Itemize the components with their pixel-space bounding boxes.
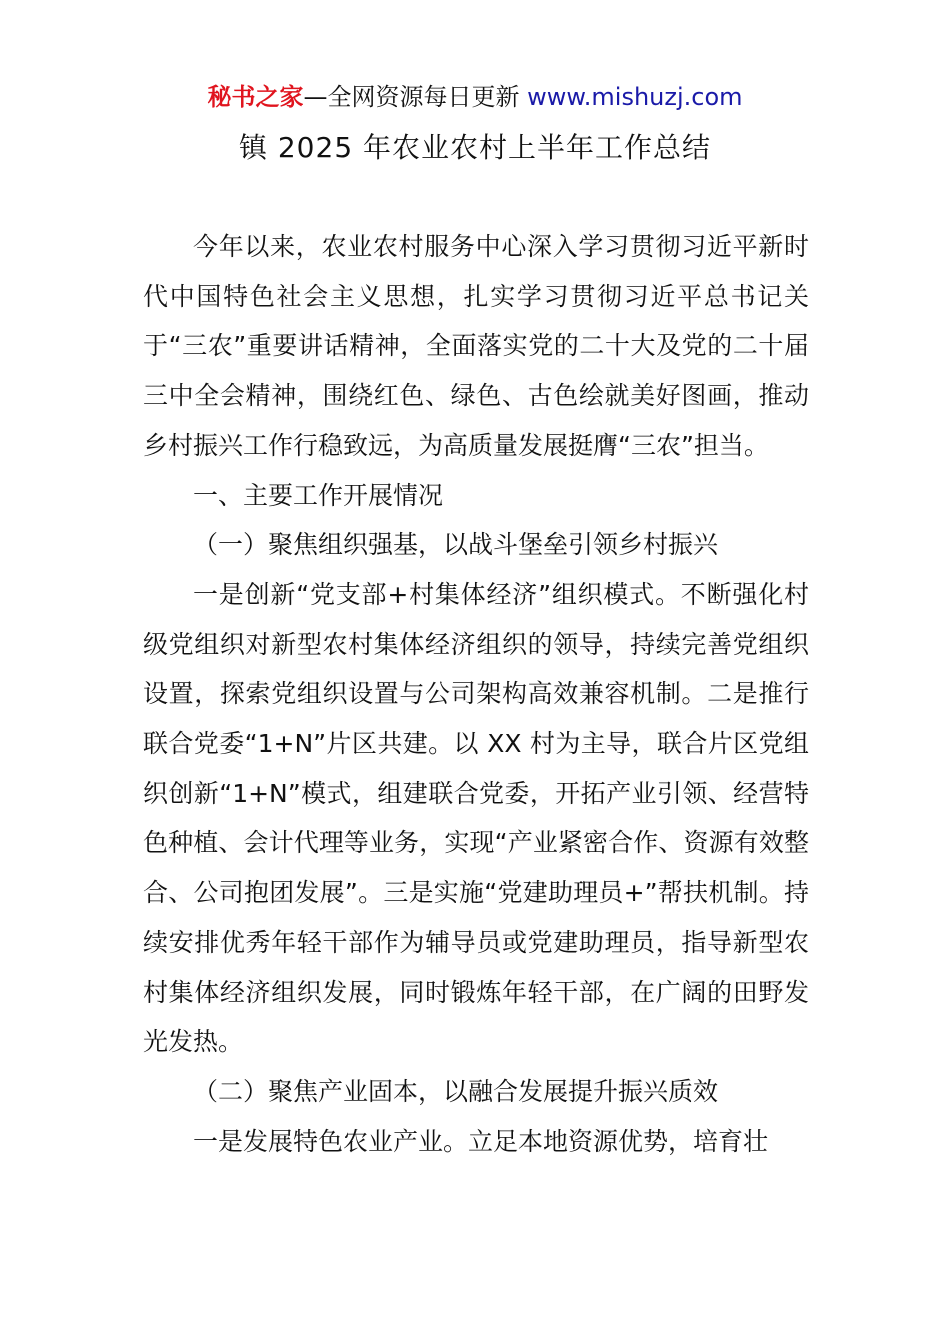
body-paragraph-2: 一是发展特色农业产业。立足本地资源优势，培育壮 — [193, 1126, 769, 1156]
subsection-heading-1: （一）聚焦组织强基，以战斗堡垒引领乡村振兴 — [193, 530, 719, 560]
subsection-heading-2: （二）聚焦产业固本，以融合发展提升振兴质效 — [193, 1076, 719, 1106]
site-banner — [0, 80, 950, 114]
intro-paragraph: 今年以来，农业农村服务中心深入学习贯彻习近平新时代中国特色社会主义思想，扎实学习贯彻习近平总书记关于“三农”重要讲话精神，全面落实党的二十大及党的二十届三中全会精神，围绕红色、绿色、古色绘就美好图画，推动乡村振兴工作行稳致远，为高质量发展挺膺“三农”担当。 — [143, 232, 809, 460]
document-body — [143, 222, 809, 1166]
body-paragraph-1: 一是创新“党支部+村集体经济”组织模式。不断强化村级党组织对新型农村集体经济组织的领导，持续完善党组织设置，探索党组织设置与公司架构高效兼容机制。二是推行联合党委“1+N”片区共建。以 XX 村为主导，联合片区党组织创新“1+N”模式，组建联合党委，开拓产业引领、经营特色种植、会计代理等业务，实现“产业紧密合作、资源有效整合、公司抱团发展”。三是实施“党建助理员+”帮扶机制。持续安排优秀年轻干部作为辅导员或党建助理员，指导新型农村集体经济组织发展，同时锻炼年轻干部，在广阔的田野发光发热。 — [143, 579, 809, 1057]
site-url[interactable]: www.mishuzj.com — [527, 83, 743, 111]
document-title: 镇 2025 年农业农村上半年工作总结 — [238, 131, 712, 164]
banner-slogan: —全网资源每日更新 — [303, 83, 528, 111]
section-heading-1: 一、主要工作开展情况 — [193, 480, 444, 510]
brand-name: 秘书之家 — [207, 83, 304, 111]
